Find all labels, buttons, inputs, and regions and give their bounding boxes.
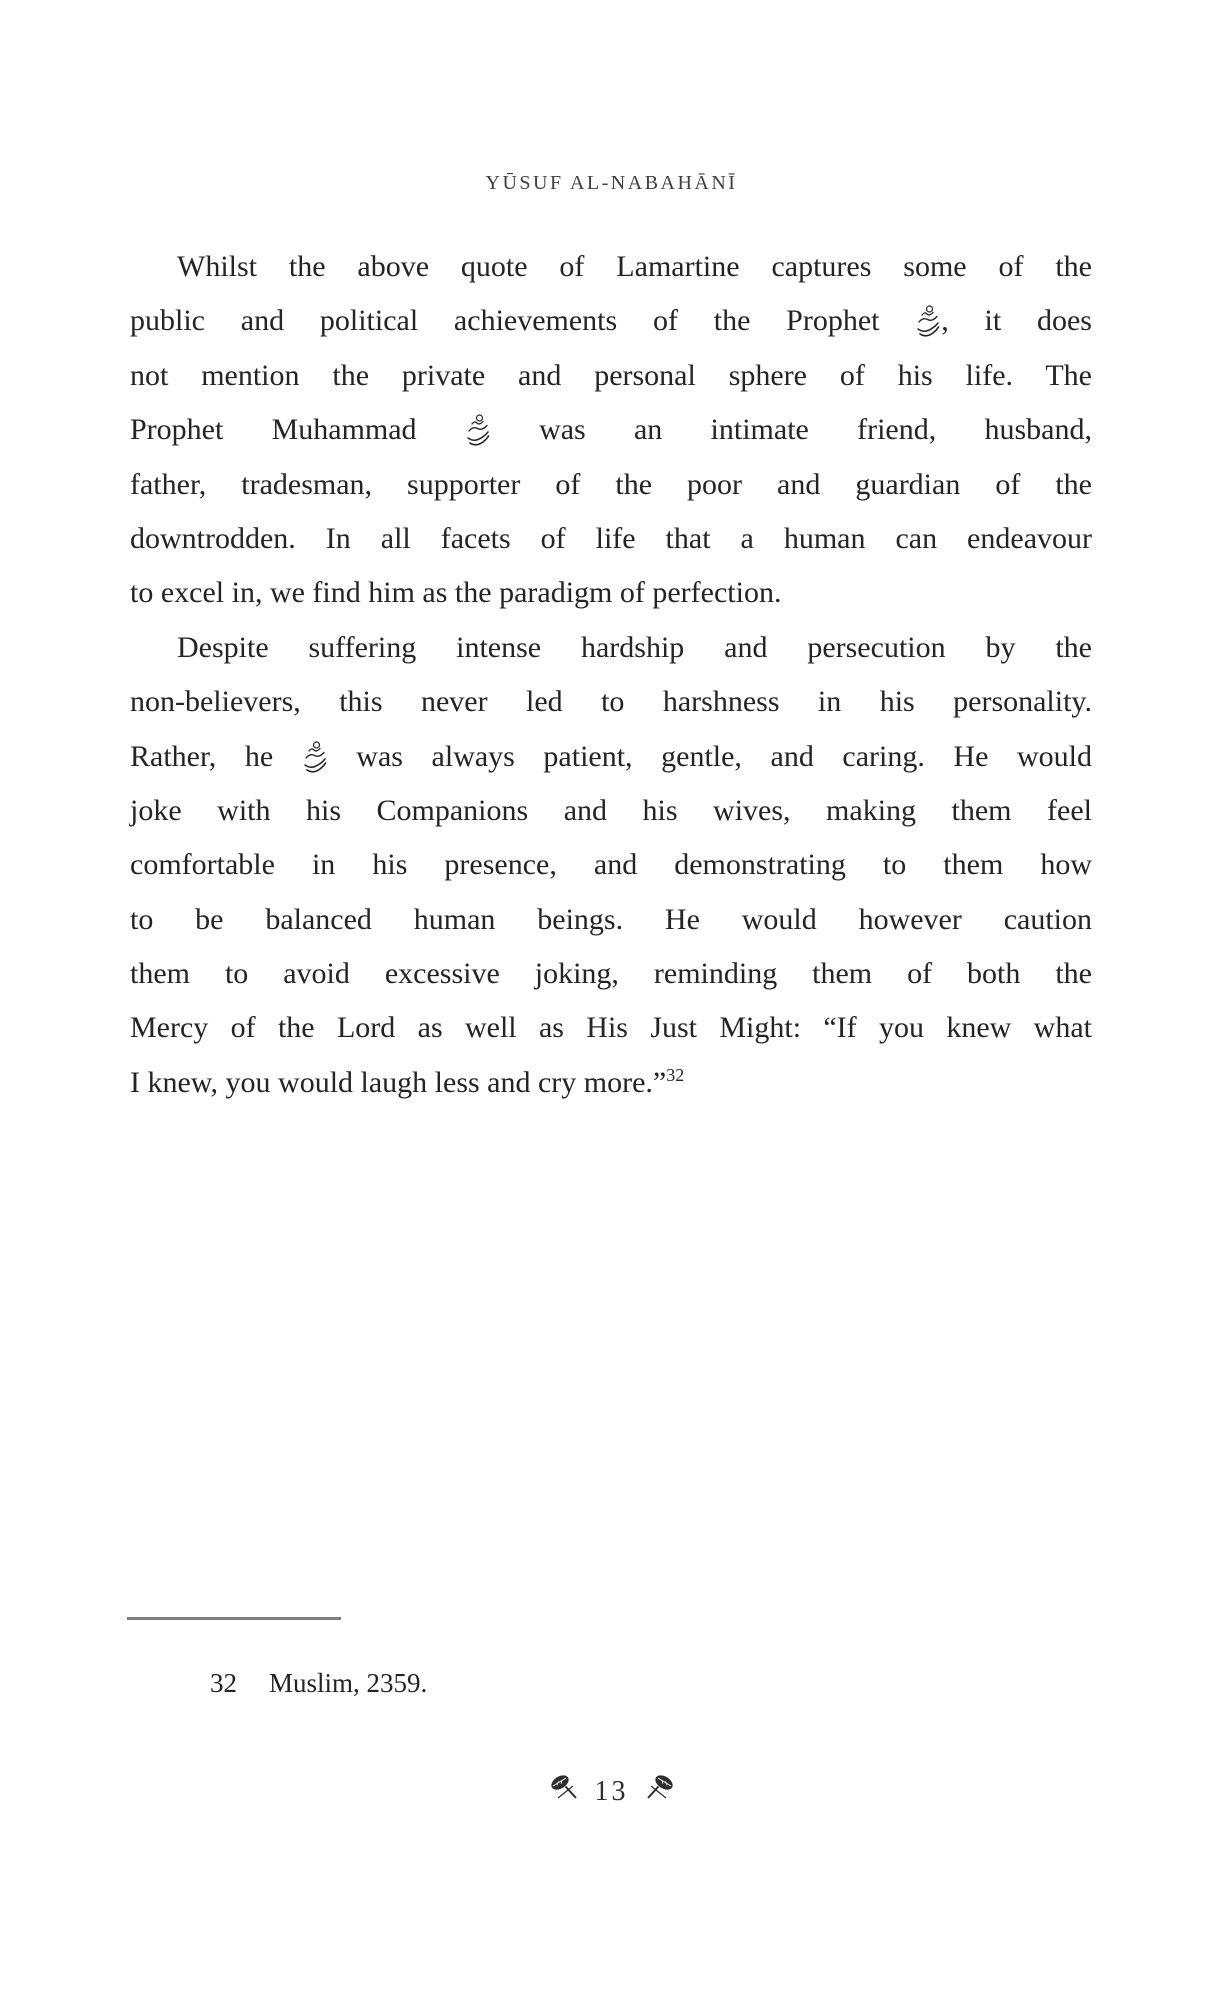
text-line: public and political achievements of the Prophet , it does — [130, 304, 1092, 338]
paragraph — [130, 621, 1092, 1111]
text-line: Despite suffering intense hardship and persecution by the — [177, 630, 1092, 664]
leaf-ornament-left — [549, 1773, 579, 1810]
footnote-number: 32 — [210, 1668, 237, 1698]
text-line: non-believers, this never led to harshness in his personality. — [130, 685, 1092, 719]
text-line: joke with his Companions and his wives, making them feel — [130, 793, 1092, 827]
text-line: downtrodden. In all facets of life that a human can endeavour — [130, 521, 1092, 555]
saw-honorific-icon — [466, 413, 490, 447]
text-line: Rather, he was always patient, gentle, and caring. He would — [130, 739, 1092, 773]
body-text — [130, 240, 1092, 1110]
text-line: to be balanced human beings. He would however caution — [130, 902, 1092, 936]
text-line: Prophet Muhammad was an intimate friend, husband, — [130, 413, 1092, 447]
text-line: to excel in, we find him as the paradigm of perfection. — [130, 576, 782, 610]
footnote-reference: 32 — [666, 1064, 685, 1085]
text-line: Whilst the above quote of Lamartine captures some of the — [177, 250, 1092, 283]
leaf-ornament-icon — [549, 1773, 579, 1805]
page-footer — [0, 1773, 1223, 1810]
saw-honorific-icon — [303, 740, 327, 774]
text-line: I knew, you would laugh less and cry more.”$^{32}$ — [130, 1064, 685, 1099]
footnote-divider — [127, 1617, 341, 1620]
footnote-text: Muslim, 2359. — [269, 1668, 428, 1698]
paragraph — [130, 240, 1092, 621]
running-header: YŪSUF AL-NABAHĀNĪ — [485, 172, 738, 194]
text-line: comfortable in his presence, and demonstrating to them how — [130, 848, 1092, 882]
footnote — [210, 1668, 427, 1699]
text-line: Mercy of the Lord as well as His Just Might: “If you knew what — [130, 1011, 1092, 1045]
page-number: 13 — [594, 1775, 629, 1807]
text-line: not mention the private and personal sphere of his life. The — [130, 358, 1092, 392]
leaf-ornament-icon — [645, 1773, 675, 1805]
saw-honorific-icon — [916, 304, 940, 338]
leaf-ornament-right — [645, 1773, 675, 1810]
text-line: them to avoid excessive joking, reminding them of both the — [130, 957, 1092, 991]
text-line: father, tradesman, supporter of the poor and guardian of the — [130, 467, 1092, 501]
